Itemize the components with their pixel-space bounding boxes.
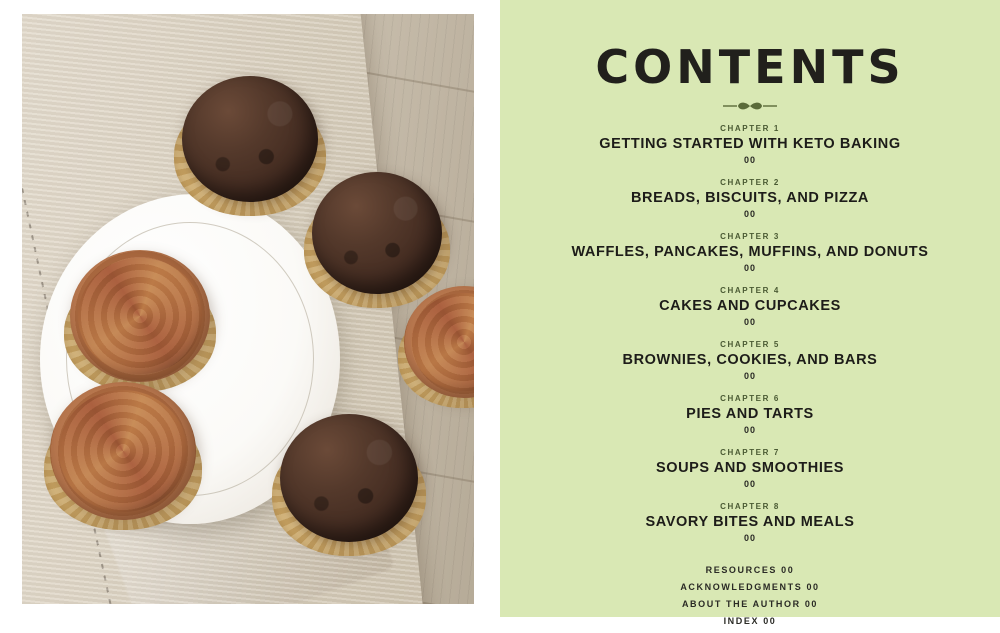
right-page-contents	[500, 0, 1000, 626]
cupcake-frosting-swirl	[50, 382, 196, 528]
chapter-number: CHAPTER 8	[720, 502, 780, 511]
chapter-page-number: 00	[743, 425, 756, 435]
chapter-number: CHAPTER 7	[720, 448, 780, 457]
chapter-number: CHAPTER 4	[720, 286, 780, 295]
chapter-number: CHAPTER 2	[720, 178, 780, 187]
toc-chapter-entry[interactable]	[500, 232, 1000, 273]
toc-chapter-entry[interactable]	[500, 448, 1000, 489]
backmatter-item[interactable]	[500, 582, 1000, 592]
chapter-page-number: 00	[743, 263, 756, 273]
left-page	[0, 0, 500, 617]
toc-chapter-entry[interactable]	[500, 394, 1000, 435]
cupcake-frosting-swirl	[70, 250, 210, 390]
page-title: CONTENTS	[595, 40, 905, 94]
backmatter-label: INDEX	[723, 616, 760, 626]
leaf-divider-icon	[721, 100, 779, 112]
toc-chapter-entry[interactable]	[500, 124, 1000, 165]
chapter-title: BROWNIES, COOKIES, AND BARS	[622, 352, 878, 368]
chocolate-cupcake-top	[280, 414, 418, 542]
frosting-swirl	[70, 250, 210, 382]
chapter-number: CHAPTER 5	[720, 340, 780, 349]
backmatter-page: 00	[804, 599, 819, 609]
backmatter-label: ABOUT THE AUTHOR	[681, 599, 801, 609]
chapter-number: CHAPTER 3	[720, 232, 780, 241]
chapter-page-number: 00	[743, 533, 756, 543]
toc-chapter-entry[interactable]	[500, 340, 1000, 381]
backmatter-page: 00	[781, 565, 795, 575]
chocolate-cupcake-top	[182, 76, 318, 202]
frosting-swirl	[50, 382, 196, 520]
chapter-number: CHAPTER 6	[720, 394, 780, 403]
backmatter-page: 00	[806, 582, 820, 592]
cupcake-chocolate-top	[182, 76, 318, 212]
cupcake-photo	[22, 14, 474, 604]
table-of-contents	[500, 40, 1000, 633]
backmatter-item[interactable]	[500, 616, 1000, 626]
toc-chapter-entry[interactable]	[500, 502, 1000, 543]
chapter-title: SAVORY BITES AND MEALS	[645, 514, 855, 530]
chapter-page-number: 00	[743, 209, 756, 219]
backmatter-label: ACKNOWLEDGMENTS	[680, 582, 803, 592]
backmatter-item[interactable]	[500, 599, 1000, 609]
chapter-page-number: 00	[743, 155, 756, 165]
cupcake-frosting-swirl	[404, 286, 474, 406]
cupcake-chocolate-top	[312, 172, 442, 302]
chapter-title: SOUPS AND SMOOTHIES	[655, 460, 845, 476]
chocolate-cupcake-top	[312, 172, 442, 294]
chapter-page-number: 00	[743, 371, 756, 381]
chapter-page-number: 00	[743, 317, 756, 327]
backmatter-item[interactable]	[500, 565, 1000, 575]
chapter-title: BREADS, BISCUITS, AND PIZZA	[630, 190, 869, 206]
toc-chapter-entry[interactable]	[500, 286, 1000, 327]
cupcake-chocolate-top	[280, 414, 418, 552]
toc-chapter-entry[interactable]	[500, 178, 1000, 219]
chapter-number: CHAPTER 1	[720, 124, 780, 133]
backmatter-label: RESOURCES	[705, 565, 778, 575]
chapter-title: GETTING STARTED WITH KETO BAKING	[599, 136, 901, 152]
chapter-title: CAKES AND CUPCAKES	[659, 298, 841, 314]
chapter-title: PIES AND TARTS	[686, 406, 814, 422]
chapter-page-number: 00	[743, 479, 756, 489]
backmatter-page: 00	[763, 616, 777, 626]
chapter-title: WAFFLES, PANCAKES, MUFFINS, AND DONUTS	[571, 244, 929, 260]
